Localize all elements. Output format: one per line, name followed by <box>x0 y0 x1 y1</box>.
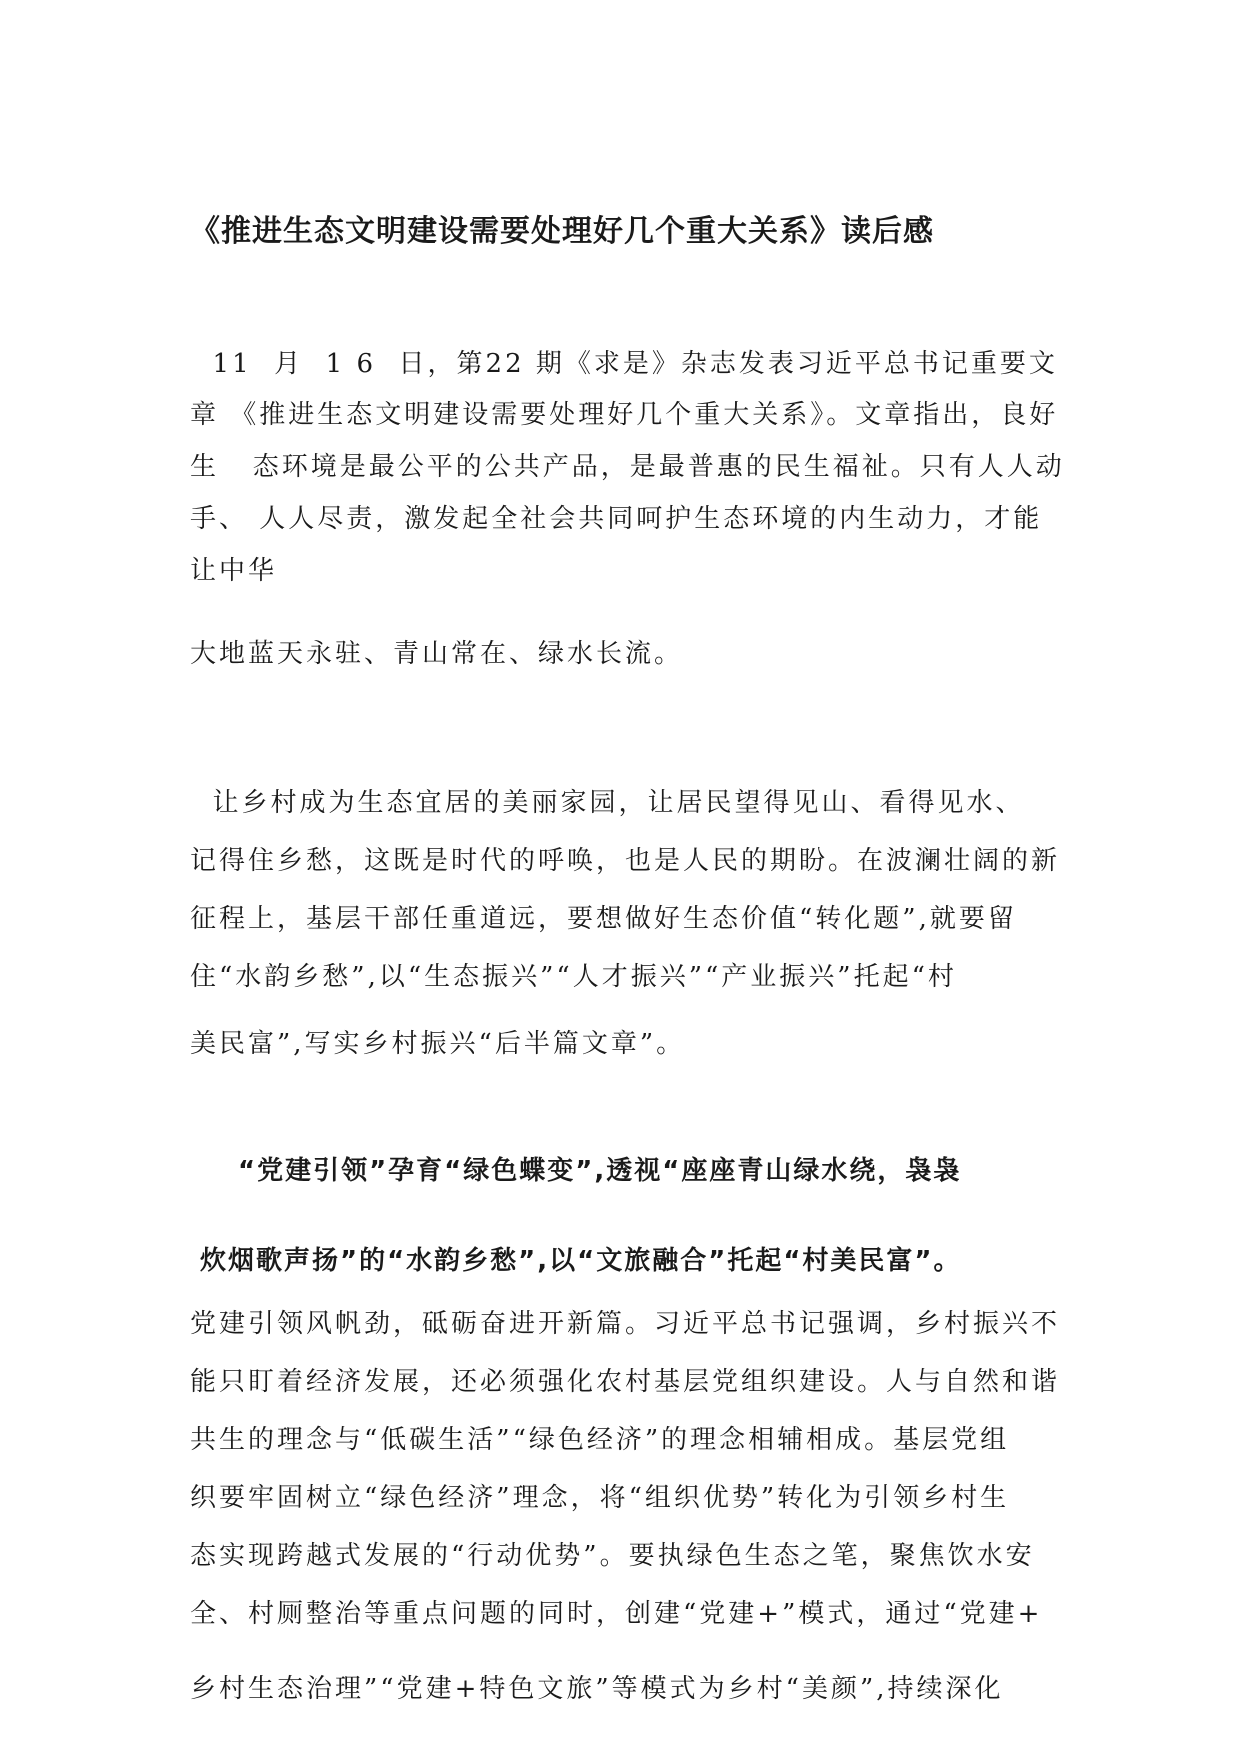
paragraph3-line-6: 全、村厕整治等重点问题的同时，创建“党建+”模式，通过“党建+ <box>190 1599 1043 1629</box>
paragraph3-line-5: 态实现跨越式发展的“行动优势”。要执绿色生态之笔，聚焦饮水安 <box>190 1541 1035 1571</box>
paragraph2-line-1: 让乡村成为生态宜居的美丽家园，让居民望得见山、看得见水、 <box>190 788 1025 818</box>
paragraph3-line-1: 党建引领风帆劲，砥砺奋进开新篇。习近平总书记强调，乡村振兴不 <box>190 1309 1061 1339</box>
section-heading-line-1: “党建引领”孕育“绿色蝶变”,透视“座座青山绿水绕，袅袅 <box>238 1156 962 1186</box>
section-heading-line-2: 炊烟歌声扬”的“水韵乡愁”,以“文旅融合”托起“村美民富”。 <box>200 1246 962 1276</box>
paragraph3-line-3: 共生的理念与“低碳生活”“绿色经济”的理念相辅相成。基层党组 <box>190 1425 1010 1455</box>
paragraph2-line-4: 住“水韵乡愁”,以“生态振兴”“人才振兴”“产业振兴”托起“村 <box>190 962 957 992</box>
paragraph1-line-6: 大地蓝天永驻、青山常在、绿水长流。 <box>190 639 684 669</box>
paragraph3-line-7: 乡村生态治理”“党建+特色文旅”等模式为乡村“美颜”,持续深化 <box>190 1674 1004 1704</box>
paragraph1-line-1: 11 月 1 6 日，第22 期《求是》杂志发表习近平总书记重要文 <box>190 349 1058 379</box>
paragraph2-line-5: 美民富”,写实乡村振兴“后半篇文章”。 <box>190 1029 686 1059</box>
paragraph1-line-5: 让中华 <box>190 556 278 586</box>
paragraph1-line-2: 章 《推进生态文明建设需要处理好几个重大关系》。文章指出，良好 <box>190 400 1059 430</box>
paragraph1-line-4: 手、 人人尽责，激发起全社会共同呵护生态环境的内生动力，才能 <box>190 504 1043 534</box>
document-title: 《推进生态文明建设需要处理好几个重大关系》读后感 <box>190 214 934 249</box>
paragraph3-line-4: 织要牢固树立“绿色经济”理念，将“组织优势”转化为引领乡村生 <box>190 1483 1010 1513</box>
paragraph1-line-3: 生 态环境是最公平的公共产品，是最普惠的民生福祉。只有人人动 <box>190 452 1065 482</box>
paragraph2-line-2: 记得住乡愁，这既是时代的呼唤，也是人民的期盼。在波澜壮阔的新 <box>190 846 1061 876</box>
paragraph3-line-2: 能只盯着经济发展，还必须强化农村基层党组织建设。人与自然和谐 <box>190 1367 1061 1397</box>
paragraph2-line-3: 征程上，基层干部任重道远，要想做好生态价值“转化题”,就要留 <box>190 904 1017 934</box>
